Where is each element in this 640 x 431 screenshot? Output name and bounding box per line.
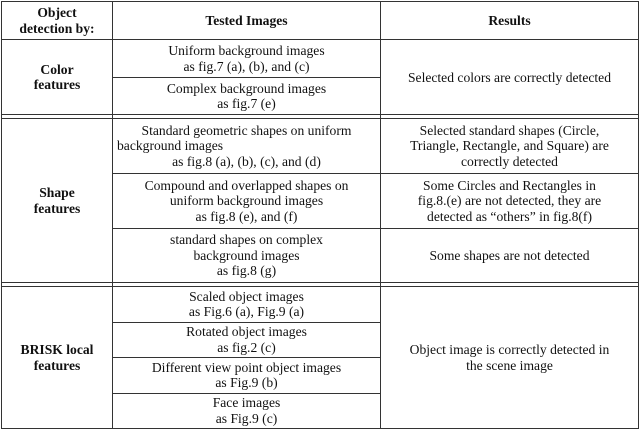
result-line: detected as “others” in fig.8(f) [427,208,592,224]
table-row [2,119,639,174]
header-row [2,2,639,40]
tested-cell [113,393,381,429]
tested-cell [113,358,381,393]
category-brisk-line1: BRISK local [20,342,94,358]
tested-cell [113,228,381,283]
tested-cell [113,173,381,228]
tested-cell [113,287,381,322]
result-line: Object image is correctly detected in [409,342,610,358]
result-line: Selected standard shapes (Circle, [419,122,600,138]
tested-line: uniform background images [169,193,324,209]
result-line: correctly detected [461,153,558,169]
table-row [2,40,639,77]
tested-line: as Fig.9 (b) [215,375,278,391]
tested-line: Scaled object images [189,288,304,304]
header-tested-images: Tested Images [113,2,381,40]
tested-line: background images [117,138,224,154]
category-brisk [2,287,113,429]
tested-line: Face images [212,395,281,411]
tested-line: Complex background images [166,80,327,96]
tested-line: as fig.7 (a), (b), and (c) [183,58,310,74]
result-cell [381,173,639,228]
result-line: Some Circles and Rectangles in [423,177,596,193]
header-category-line1: Object [37,5,77,21]
tested-line: as fig.8 (a), (b), (c), and (d) [172,153,321,169]
result-color: Selected colors are correctly detected [381,40,639,115]
result-line: fig.8.(e) are not detected, they are [417,193,602,209]
tested-line: Different view point object images [151,359,342,375]
category-shape-line1: Shape [39,185,75,201]
tested-line: as fig.8 (g) [216,263,277,279]
result-brisk [381,287,639,429]
result-line: Triangle, Rectangle, and Square) are [410,138,609,154]
tested-cell [113,119,381,174]
tested-cell [113,322,381,357]
category-color-line2: features [33,77,81,93]
header-results: Results [381,2,639,40]
result-line: Some shapes are not detected [429,247,590,263]
tested-cell [113,40,381,77]
tested-line: Rotated object images [186,324,307,340]
tested-line: standard shapes on complex [170,232,323,248]
result-cell [381,119,639,174]
category-color-line1: Color [40,61,74,77]
tested-line: as fig.2 (c) [217,339,276,355]
result-line: the scene image [466,357,553,373]
tested-line: Compound and overlapped shapes on [144,177,349,193]
tested-line: as fig.8 (e), and (f) [195,208,298,224]
category-shape-line2: features [33,200,81,216]
category-color [2,40,113,115]
tested-line: Standard geometric shapes on uniform [141,122,352,138]
header-category [2,2,113,40]
tested-line: Uniform background images [168,43,325,59]
header-category-line2: detection by: [19,20,95,36]
category-shape [2,119,113,283]
results-table [1,1,639,429]
result-cell [381,228,639,283]
table-row [2,287,639,322]
tested-line: as Fig.6 (a), Fig.9 (a) [188,304,305,320]
tested-line: as Fig.9 (c) [215,410,278,426]
tested-line: background images [193,247,300,263]
tested-cell [113,77,381,114]
tested-line: as fig.7 (e) [217,96,276,112]
category-brisk-line2: features [33,357,81,373]
